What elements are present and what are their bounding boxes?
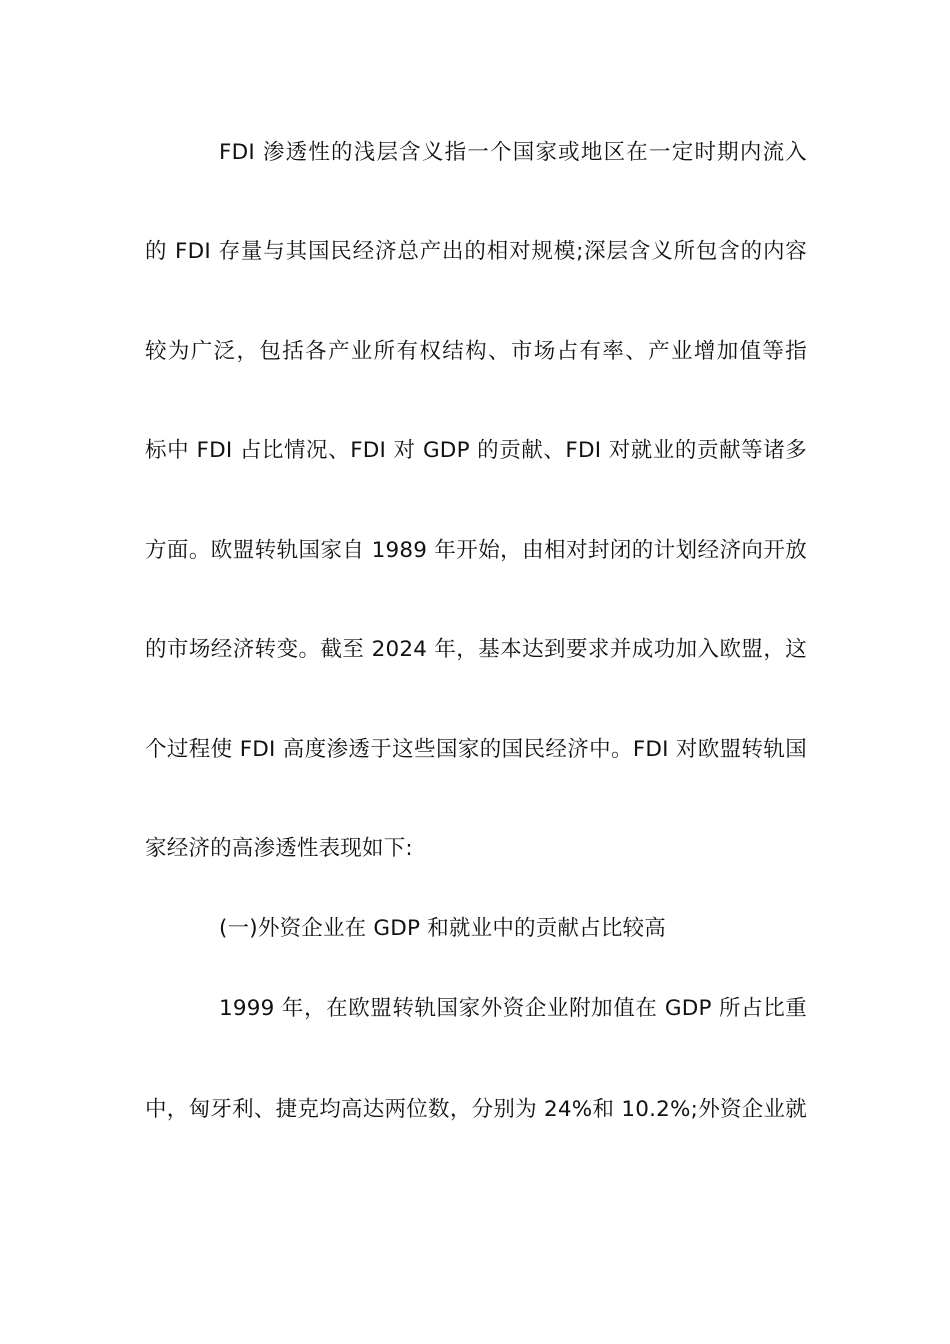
paragraph-1-line-3: 较为广泛，包括各产业所有权结构、市场占有率、产业增加值等指 — [145, 339, 807, 364]
paragraph-1-line-7: 个过程使 FDI 高度渗透于这些国家的国民经济中。FDI 对欧盟转轨国 — [145, 737, 807, 762]
paragraph-1-line-5: 方面。欧盟转轨国家自 1989 年开始，由相对封闭的计划经济向开放 — [145, 538, 807, 563]
paragraph-2-line-2: 中，匈牙利、捷克均高达两位数，分别为 24%和 10.2%;外资企业就 — [145, 1097, 807, 1122]
paragraph-1-line-4: 标中 FDI 占比情况、FDI 对 GDP 的贡献、FDI 对就业的贡献等诸多 — [145, 438, 807, 463]
paragraph-1-line-2: 的 FDI 存量与其国民经济总产出的相对规模;深层含义所包含的内容 — [145, 239, 807, 264]
section-heading: (一)外资企业在 GDP 和就业中的贡献占比较高 — [219, 916, 666, 941]
paragraph-1-line-8: 家经济的高渗透性表现如下: — [145, 836, 413, 861]
paragraph-1-line-6: 的市场经济转变。截至 2024 年，基本达到要求并成功加入欧盟，这 — [145, 637, 807, 662]
paragraph-1-line-1: FDI 渗透性的浅层含义指一个国家或地区在一定时期内流入 — [219, 140, 807, 165]
paragraph-2-line-1: 1999 年，在欧盟转轨国家外资企业附加值在 GDP 所占比重 — [219, 996, 807, 1021]
